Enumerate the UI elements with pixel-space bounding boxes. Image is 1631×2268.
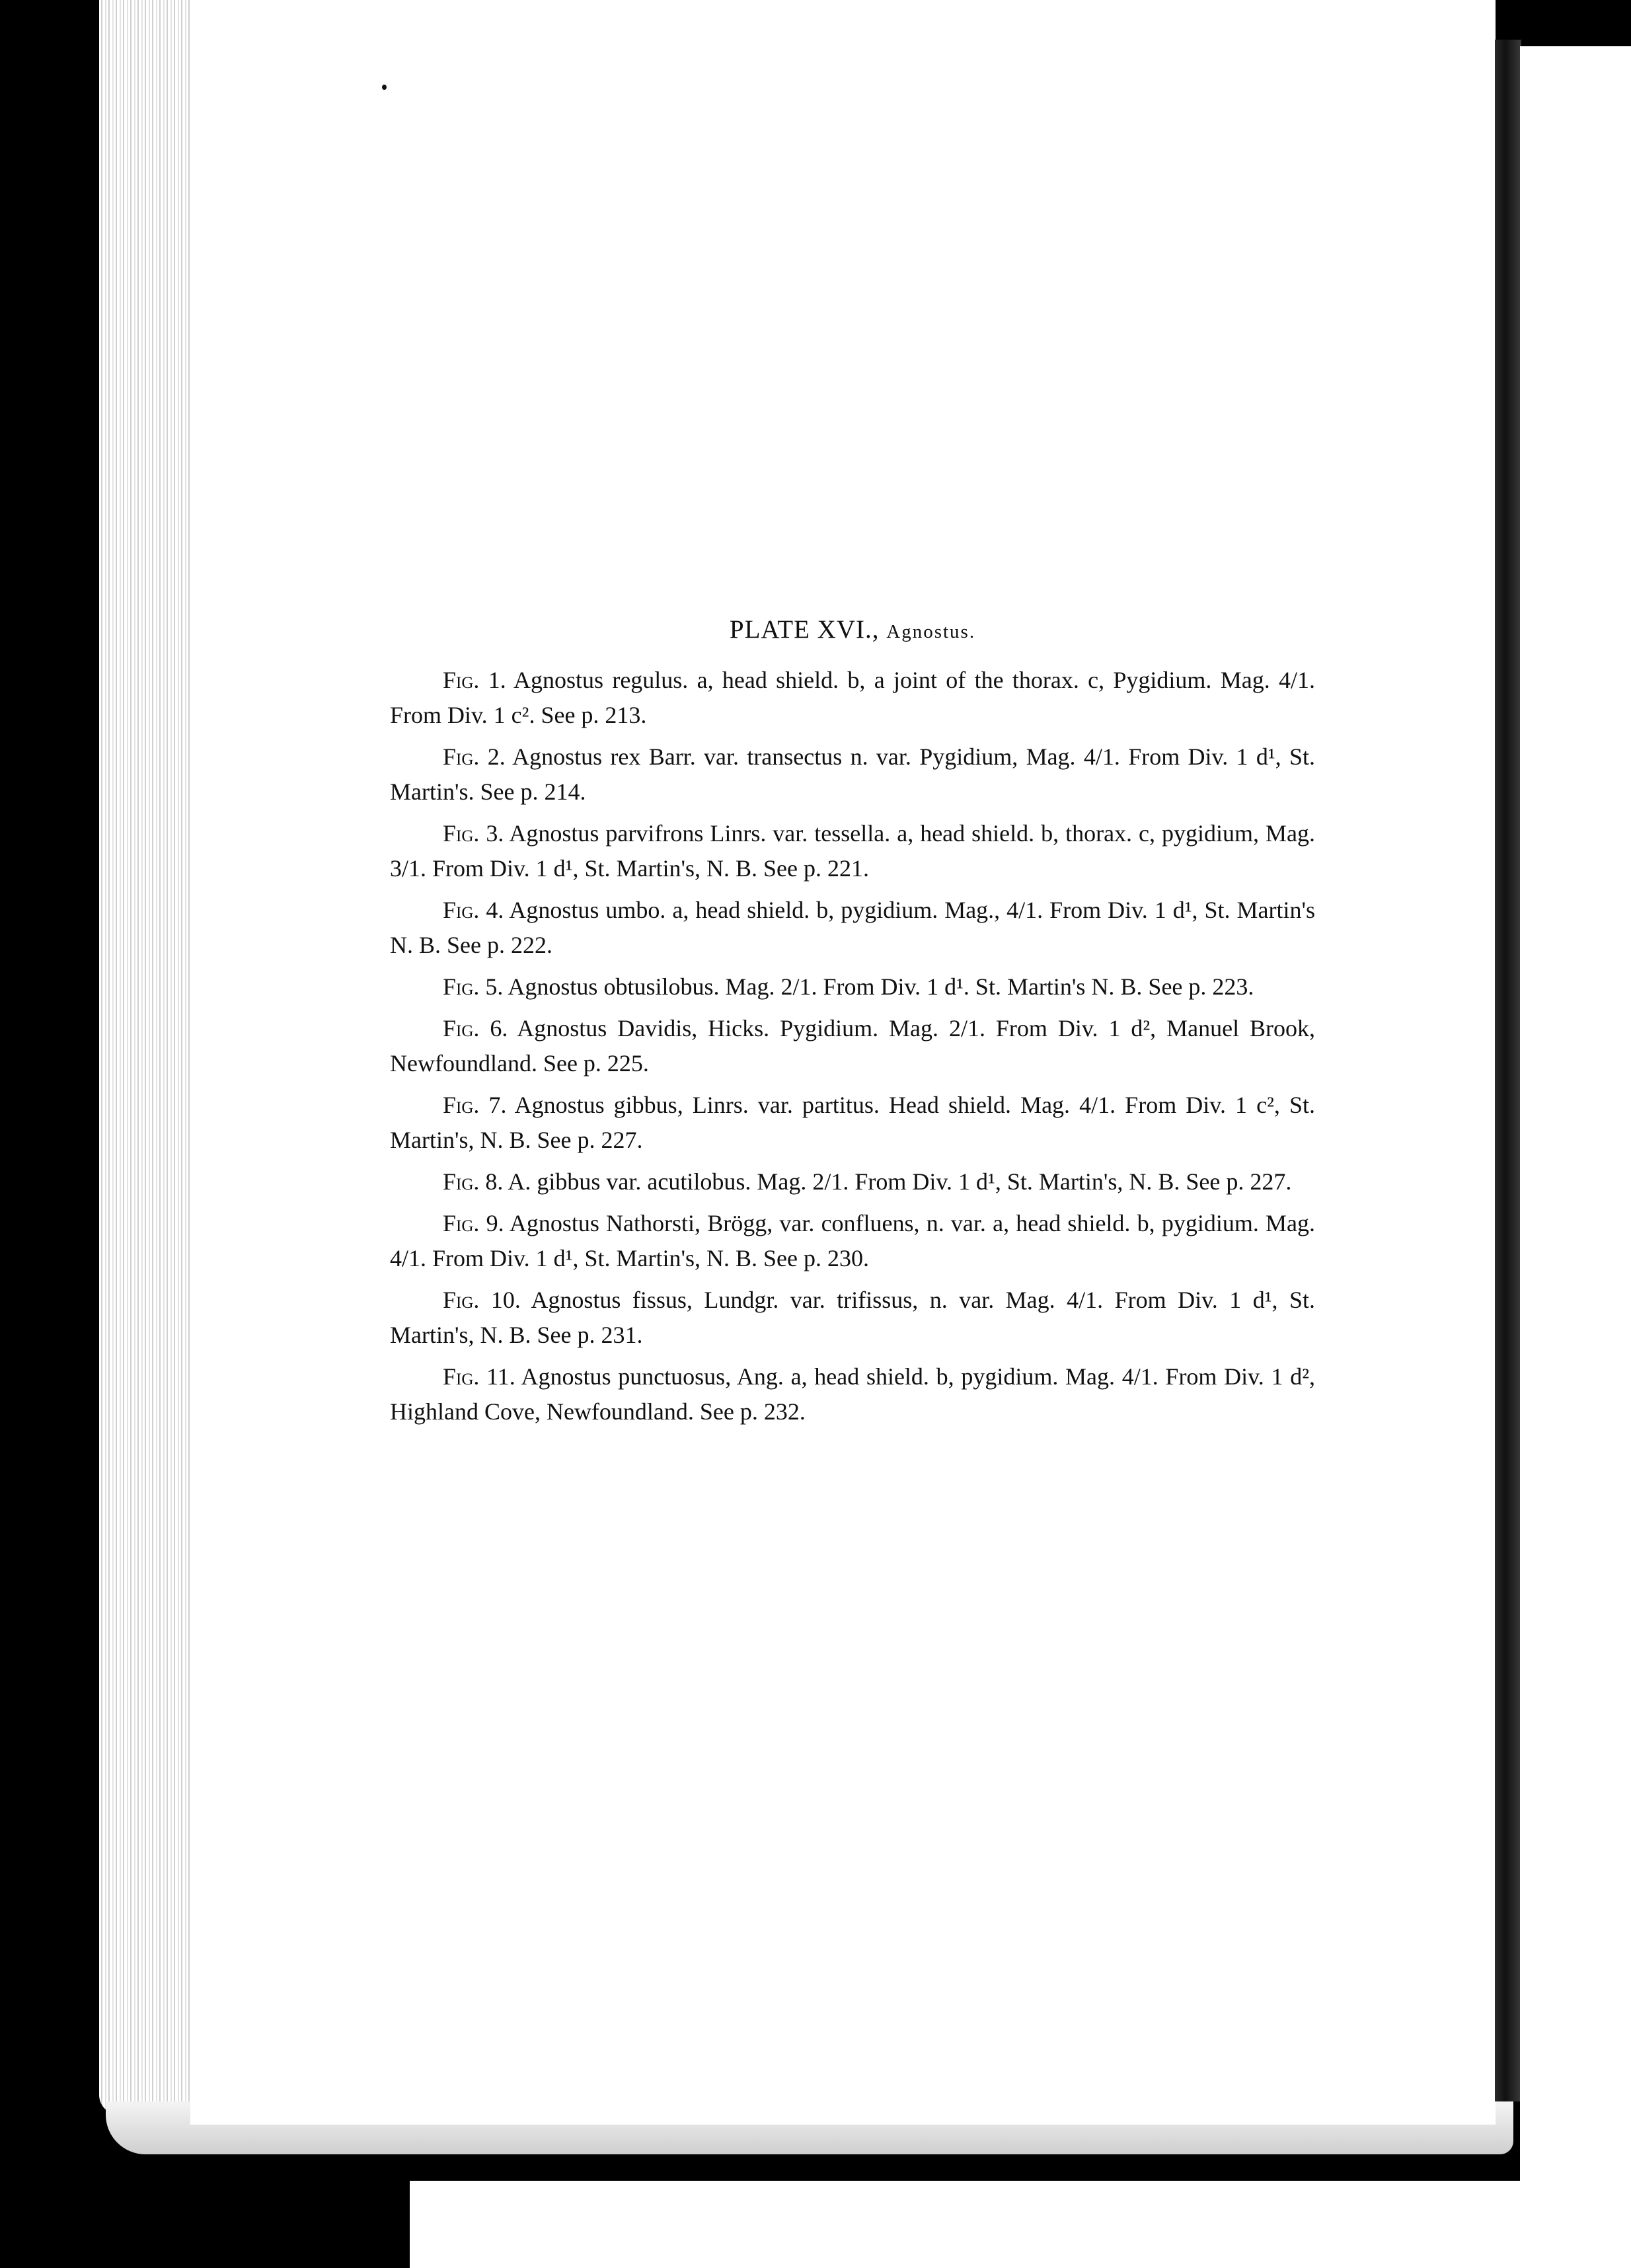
figure-entry-8 [390,1164,1315,1199]
scan-border-lower [542,2237,1631,2268]
figure-number: Fig. 4. [443,897,504,923]
figure-caption: A. gibbus var. acutilobus. Mag. 2/1. From Div. 1 d¹, St. Martin's, N. B. See p. 227. [503,1168,1292,1195]
figure-number: Fig. 8. [443,1168,504,1195]
figure-caption: Agnostus Nathorsti, Brögg, var. confluens, n. var. a, head shield. b, pygidium. Mag. 4/1. From Div. 1 d¹, St. Martin's, N. B. See p. 230. [390,1210,1316,1271]
plate-subject: Agnostus. [886,621,976,642]
figure-entry-1 [390,663,1315,733]
figure-number: Fig. 10. [443,1287,521,1313]
figure-caption: Agnostus punctuosus, Ang. a, head shield. b, pygidium. Mag. 4/1. From Div. 1 d², Highland Cove, Newfoundland. See p. 232. [390,1363,1315,1425]
figure-number: Fig. 2. [443,743,506,770]
figure-caption: Agnostus rex Barr. var. transectus n. var. Pygidium, Mag. 4/1. From Div. 1 d¹, St. Martin's. See p. 214. [390,743,1315,805]
figure-entry-7 [390,1088,1315,1158]
figure-caption: Agnostus parvifrons Linrs. var. tessella. a, head shield. b, thorax. c, pygidium, Mag. 3/1. From Div. 1 d¹, St. Martin's, N. B. See p. 221. [390,820,1315,882]
figure-caption: Agnostus umbo. a, head shield. b, pygidium. Mag., 4/1. From Div. 1 d¹, St. Martin's N. B. See p. 222. [390,897,1315,958]
figure-entry-4 [390,893,1315,963]
facing-page-edge [1520,46,1631,2268]
figure-entry-5 [390,969,1315,1004]
figure-caption: Agnostus obtusilobus. Mag. 2/1. From Div. 1 d¹. St. Martin's N. B. See p. 223. [503,973,1254,1000]
plate-description [390,615,1315,1436]
plate-title [390,615,1315,644]
figure-caption: Agnostus Davidis, Hicks. Pygidium. Mag. 2/1. From Div. 1 d², Manuel Brook, Newfoundland. See p. 225. [390,1015,1316,1077]
figure-entry-6 [390,1011,1315,1081]
figure-caption: Agnostus regulus. a, head shield. b, a joint of the thorax. c, Pygidium. Mag. 4/1. From Div. 1 c². See p. 213. [390,667,1315,728]
figure-entry-10 [390,1283,1315,1353]
scan-mark [1018,0,1024,12]
figure-number: Fig. 3. [443,820,504,847]
figure-number: Fig. 6. [443,1015,508,1041]
figure-entry-9 [390,1206,1315,1276]
book-gutter [1495,40,1521,2101]
figure-entry-11 [390,1359,1315,1429]
figure-number: Fig. 5. [443,973,504,1000]
figure-entry-3 [390,816,1315,886]
figure-number: Fig. 1. [443,667,506,693]
figure-number: Fig. 11. [443,1363,515,1390]
plate-number: PLATE XVI., [729,615,880,644]
figure-caption: Agnostus gibbus, Linrs. var. partitus. Head shield. Mag. 4/1. From Div. 1 c², St. Martin's, N. B. See p. 227. [390,1092,1315,1153]
ink-speck [382,85,387,90]
book-page-edges [99,0,192,2115]
figure-entry-2 [390,739,1315,810]
figure-number: Fig. 7. [443,1092,507,1118]
figure-caption: Agnostus fissus, Lundgr. var. trifissus, n. var. Mag. 4/1. From Div. 1 d¹, St. Martin's, N. B. See p. 231. [390,1287,1315,1348]
figure-number: Fig. 9. [443,1210,504,1236]
